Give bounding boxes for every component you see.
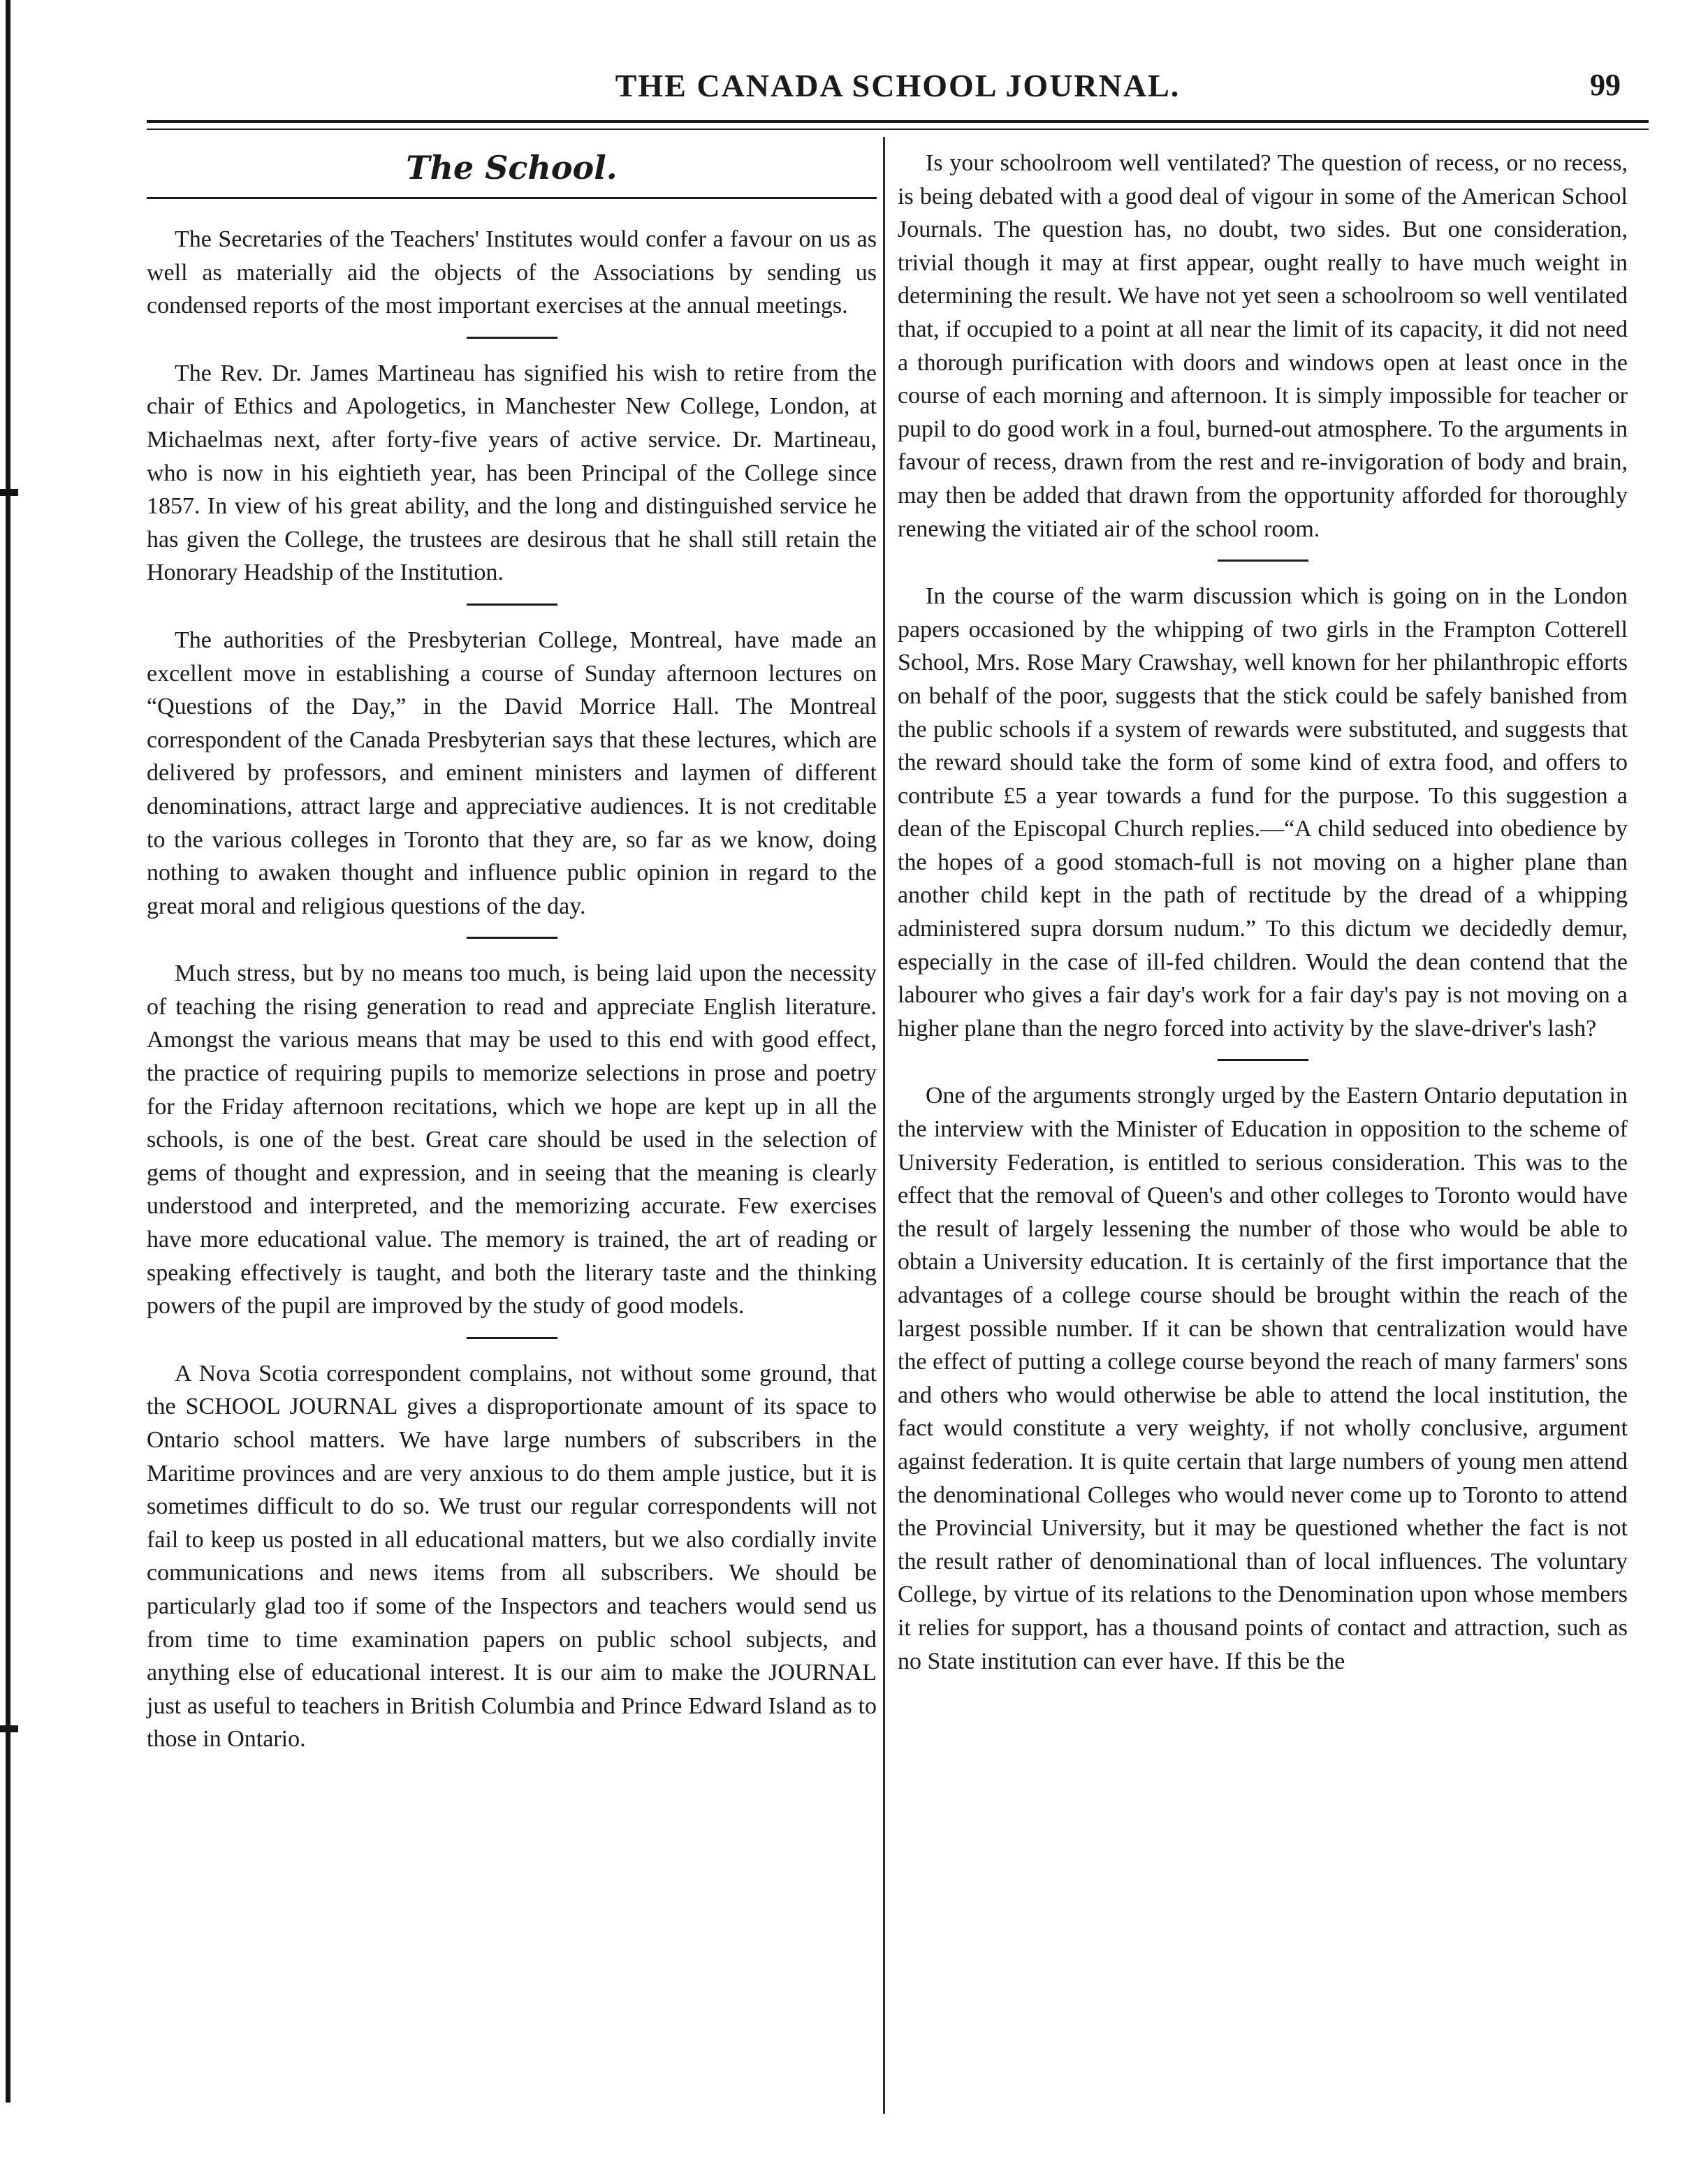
journal-title: THE CANADA SCHOOL JOURNAL.: [615, 68, 1181, 103]
paragraph-ventilation: Is your schoolroom well ventilated? The question of recess, or no recess, is being debated with a good deal of vigour in some of the American School Journals. The question has, no doubt, two sides. But one consideration, trivial though it may at first appear, ought really to have much weight in determining the result. We have not yet seen a schoolroom so well ventilated that, if occupied to a point at all near the limit of its capacity, it did not need a thorough purification with doors and windows open at least once in the course of each morning and afternoon. It is simply impossible for teacher or pupil to do good work in a foul, burned-out atmosphere. To the arguments in favour of recess, drawn from the rest and re-invigoration of body and brain, may then be added that drawn from the opportunity afforded for thoroughly renewing the vitiated air of the school room.: [898, 150, 1628, 542]
paragraph-martineau: The Rev. Dr. James Martineau has signified his wish to retire from the chair of Ethics and Apologetics, in Manchester New College, London, at Michaelmas next, after forty-five years of active service. Dr. Martineau, who is now in his eightieth year, has been Principal of the College since 1857. In view of his great ability, and the long and distinguished service he has given the College, the trustees are desirous that he shall still retain the Honorary Headship of the Institution.: [147, 360, 877, 586]
running-head: [147, 67, 1649, 109]
margin-mark: [0, 1725, 18, 1732]
section-heading: The School.: [406, 149, 618, 187]
left-column: [147, 147, 877, 1756]
separator-rule: [1218, 1059, 1308, 1061]
paragraph-nova-scotia: A Nova Scotia correspondent complains, not without some ground, that the SCHOOL JOURNAL gives a disproportionate amount of its space to Ontario school matters. We have large numbers of subscribers in the Maritime provinces and are very anxious to do them ample justice, but it is sometimes difficult to do so. We trust our regular correspondents will not fail to keep us posted in all educational matters, but we also cordially invite communications and news items from all subscribers. We should be particularly glad too if some of the Inspectors and teachers would send us from time to time examination papers on public school subjects, and anything else of educational interest. It is our aim to make the JOURNAL just as useful to teachers in British Columbia and Prince Edward Island as to those in Ontario.: [147, 1360, 877, 1753]
page-number: 99: [1590, 68, 1621, 102]
column-divider: [883, 137, 885, 2114]
header-rule: [147, 120, 1649, 123]
paragraph-institutes: The Secretaries of the Teachers' Institutes would confer a favour on us as well as materially aid the objects of the Associations by sending us condensed reports of the most important exercises at the annual meetings.: [147, 226, 877, 319]
section-heading-rule: [147, 197, 877, 199]
paragraph-english-literature: Much stress, but by no means too much, is being laid upon the necessity of teaching the rising generation to read and appreciate English literature. Amongst the various means that may be used to this end with good effect, the practice of requiring pupils to memorize selections in prose and poetry for the Friday afternoon recitations, which we hope are kept up in all the schools, is one of the best. Great care should be used in the selection of gems of thought and expression, and in seeing that the meaning is clearly understood and interpreted, and the memorizing accurate. Few exercises have more educational value. The memory is trained, the art of reading or speaking effectively is taught, and both the literary taste and the thinking powers of the pupil are improved by the study of good models.: [147, 960, 877, 1319]
paragraph-university-federation: One of the arguments strongly urged by the Eastern Ontario deputation in the interview with the Minister of Education in opposition to the scheme of University Federation, is entitled to serious consideration. This was to the effect that the removal of Queen's and other colleges to Toronto would have the result of largely lessening the number of those who would be able to obtain a University education. It is certainly of the first importance that the advantages of a college course should be brought within the reach of the largest possible number. If it can be shown that centralization would have the effect of putting a college course beyond the reach of many farmers' sons and others who would otherwise be able to attend the local institution, the fact would constitute a very weighty, if not wholly conclusive, argument against federation. It is quite certain that large numbers of young men attend the denominational Colleges who would never come up to Toronto to attend the Provincial University, but it may be questioned whether the fact is not the result rather of denominational than of local influences. The voluntary College, by virtue of its relations to the Denomination upon whose members it relies for support, has a thousand points of contact and attraction, such as no State institution can ever have. If this be the: [898, 1083, 1628, 1674]
separator-rule: [467, 604, 557, 606]
header-rule-thin: [147, 129, 1649, 130]
right-column: [898, 147, 1628, 1678]
paragraph-presbyterian-college: The authorities of the Presbyterian College, Montreal, have made an excellent move in establishing a course of Sunday afternoon lectures on “Questions of the Day,” in the David Morrice Hall. The Montreal correspondent of the Canada Presbyterian says that these lectures, which are delivered by professors, and eminent ministers and laymen of different denominations, attract large and appreciative audiences. It is not creditable to the various colleges in Toronto that they are, so far as we know, doing nothing to awaken thought and influence public opinion in regard to the great moral and religious questions of the day.: [147, 627, 877, 919]
margin-rule: [6, 0, 10, 2103]
separator-rule: [467, 1337, 557, 1339]
paragraph-whipping: In the course of the warm discussion which is going on in the London papers occasioned by the whipping of two girls in the Frampton Cotterell School, Mrs. Rose Mary Crawshay, well known for her philanthropic efforts on behalf of the poor, suggests that the stick could be safely banished from the public schools if a system of rewards were substituted, and suggests that the reward should take the form of some kind of extra food, and offers to contribute £5 a year towards a fund for the purpose. To this suggestion a dean of the Episcopal Church replies.—“A child seduced into obedience by the hopes of a good stomach-full is not moving on a higher plane than another child kept in the path of rectitude by the dread of a whipping administered supra dorsum nudum.” To this dictum we decidedly demur, especially in the case of ill-fed children. Would the dean contend that the labourer who gives a fair day's work for a fair day's pay is not moving on a higher plane than the negro forced into activity by the slave-driver's lash?: [898, 583, 1628, 1041]
separator-rule: [467, 937, 557, 939]
margin-mark: [0, 489, 18, 496]
separator-rule: [467, 337, 557, 339]
separator-rule: [1218, 560, 1308, 562]
